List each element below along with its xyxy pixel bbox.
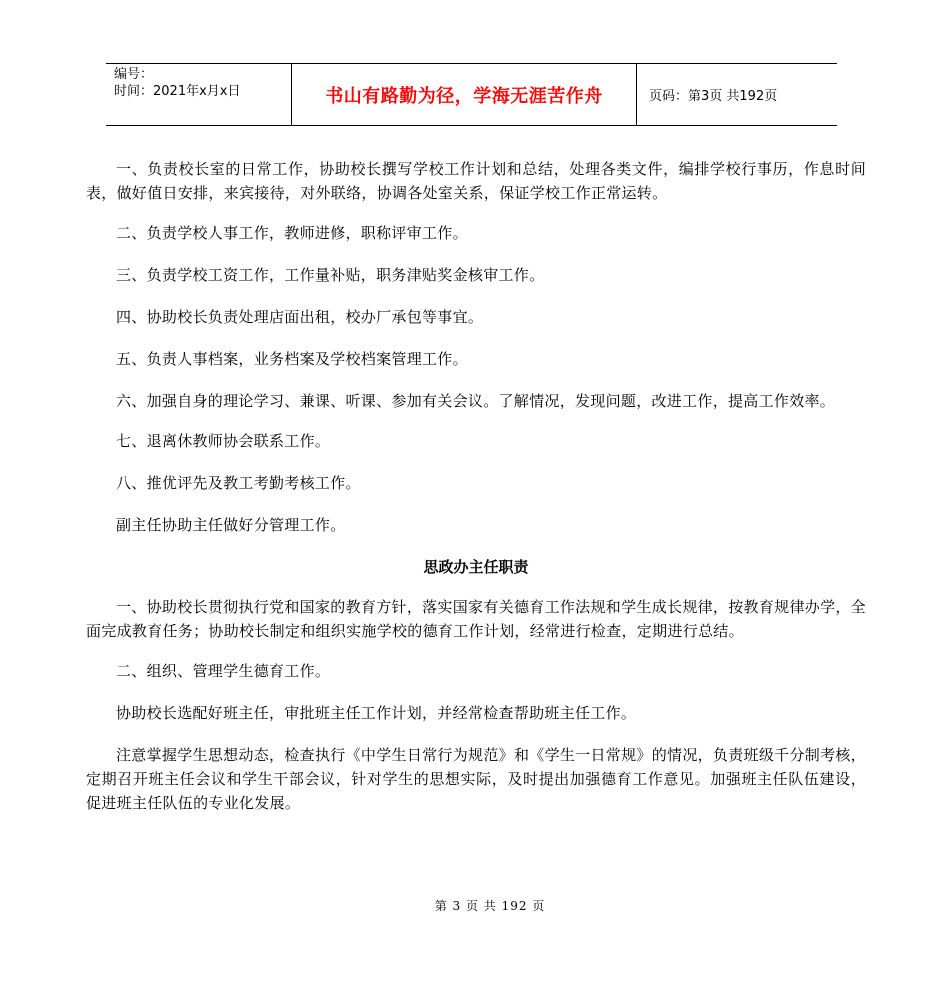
paragraph: 一、负责校长室的日常工作，协助校长撰写学校工作计划和总结，处理各类文件，编排学校行事历，作息时间表，做好值日安排，来宾接待，对外联络，协调各处室关系，保证学校工作正常运转。 xyxy=(86,160,866,202)
paragraph: 协助校长选配好班主任，审批班主任工作计划，并经常检查帮助班主任工作。 xyxy=(116,704,637,722)
paragraph: 六、加强自身的理论学习、兼课、听课、参加有关会议。了解情况，发现问题，改进工作，提高工作效率。 xyxy=(116,392,836,410)
paragraph: 二、组织、管理学生德育工作。 xyxy=(116,662,331,680)
footer-page-number: 第 3 页 共 192 页 xyxy=(434,899,546,913)
document-body xyxy=(86,157,866,831)
paragraph: 五、负责人事档案，业务档案及学校档案管理工作。 xyxy=(116,350,468,368)
header-page-label: 页码：第3页 共192页 xyxy=(649,89,778,104)
document-header xyxy=(106,63,837,126)
page-footer xyxy=(0,897,950,914)
section-title: 思政办主任职责 xyxy=(423,558,529,576)
paragraph: 七、退离休教师协会联系工作。 xyxy=(116,432,331,450)
paragraph: 副主任协助主任做好分管理工作。 xyxy=(116,516,346,534)
document-number-label: 编号： xyxy=(114,67,154,82)
header-motto-cell xyxy=(292,64,637,125)
paragraph: 四、协助校长负责处理店面出租，校办厂承包等事宜。 xyxy=(116,308,484,326)
header-page-cell xyxy=(637,64,837,125)
document-time-label: 时间：2021年x月x日 xyxy=(114,84,241,99)
paragraph: 二、负责学校人事工作，教师进修，职称评审工作。 xyxy=(116,224,468,242)
paragraph: 三、负责学校工资工作，工作量补贴，职务津贴奖金核审工作。 xyxy=(116,266,545,284)
header-motto: 书山有路勤为径，学海无涯苦作舟 xyxy=(325,85,603,107)
paragraph: 注意掌握学生思想动态，检查执行《中学生日常行为规范》和《学生一日常规》的情况，负责班级千分制考核，定期召开班主任会议和学生干部会议，针对学生的思想实际，及时提出加强德育工作意见。加强班主任队伍建设，促进班主任队伍的专业化发展。 xyxy=(86,746,866,812)
paragraph: 一、协助校长贯彻执行党和国家的教育方针，落实国家有关德育工作法规和学生成长规律，按教育规律办学，全面完成教育任务；协助校长制定和组织实施学校的德育工作计划，经常进行检查，定期进行总结。 xyxy=(86,598,866,640)
header-meta-cell xyxy=(106,64,292,125)
paragraph: 八、推优评先及教工考勤考核工作。 xyxy=(116,474,361,492)
